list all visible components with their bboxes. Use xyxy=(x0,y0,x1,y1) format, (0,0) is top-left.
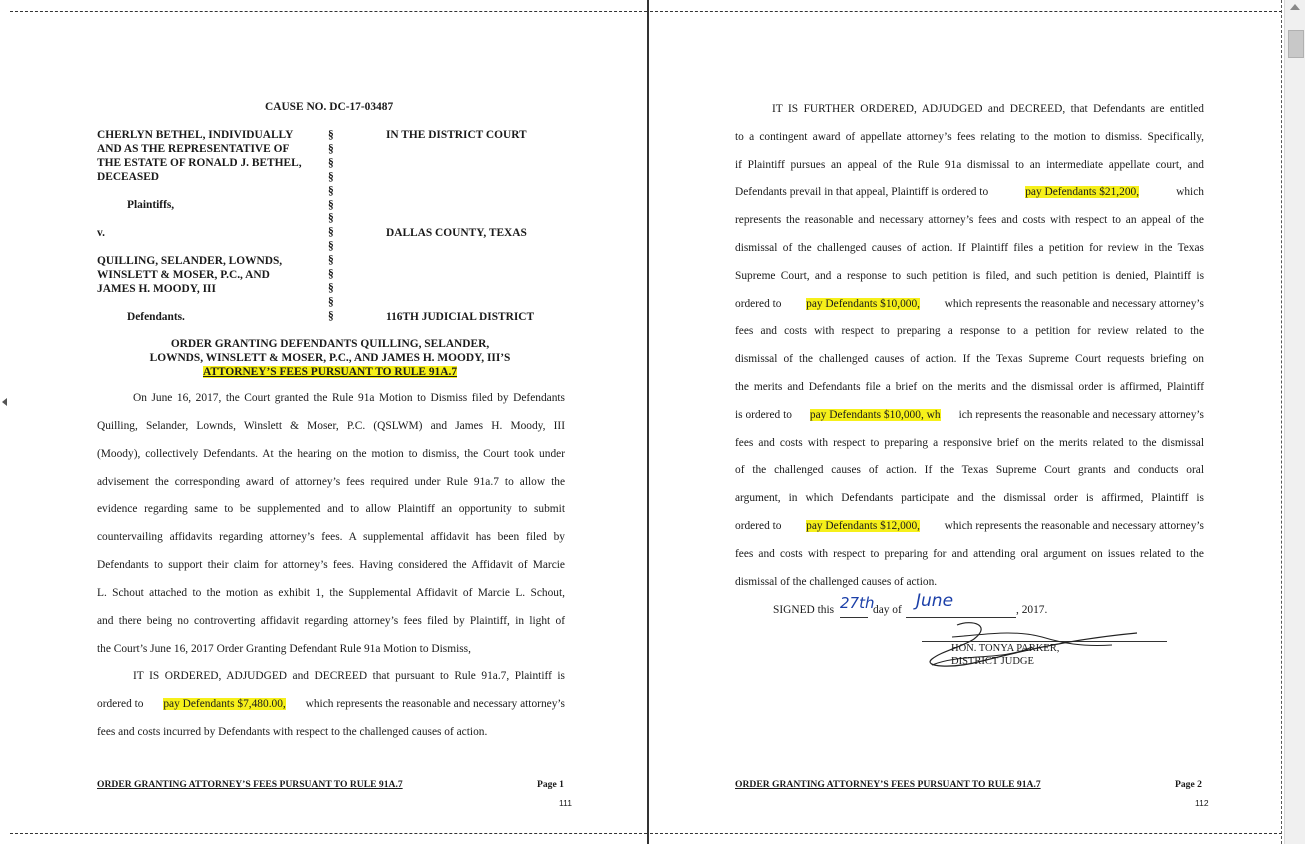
body-line: represents the reasonable and necessary attorney’s fees and costs with respect to an appeal of the xyxy=(735,214,1204,227)
page-bottom-border xyxy=(650,833,1282,834)
cause-number: CAUSE NO. DC-17-03487 xyxy=(265,101,394,113)
page-bottom-border xyxy=(10,833,647,834)
body-line: Defendants to support their claim for attorney’s fees. Having considered the Affidavit of Marcie xyxy=(97,559,565,571)
defendant-line: WINSLETT & MOSER, P.C., AND xyxy=(97,269,270,281)
body-line: to a contingent award of appellate attorney’s fees relating to the motion to dismiss. Specifically, xyxy=(735,130,1204,143)
plaintiff-line: CHERLYN BETHEL, INDIVIDUALLY xyxy=(97,129,294,141)
body-line: fees and costs with respect to preparing a responsive brief on the merits related to the dismissal xyxy=(735,436,1204,449)
court-name: IN THE DISTRICT COURT xyxy=(386,129,527,141)
handwritten-day: 27th xyxy=(840,594,875,612)
defendant-line: QUILLING, SELANDER, LOWNDS, xyxy=(97,255,283,267)
ordered-line: IT IS ORDERED, ADJUDGED and DECREED that pursuant to Rule 91a.7, Plaintiff is xyxy=(133,670,565,682)
footer-title: ORDER GRANTING ATTORNEY’S FEES PURSUANT TO RULE 91A.7 xyxy=(97,779,403,790)
body-line: and there being no controverting affidavit regarding attorney’s fees filed by Plaintiff, in light of xyxy=(97,615,565,627)
day-of-label: day of xyxy=(873,604,902,616)
body-line: evidence regarding same to be supplemented and to allow Plaintiff an opportunity to submit xyxy=(97,503,565,515)
county-name: DALLAS COUNTY, TEXAS xyxy=(386,227,527,239)
defendant-line: JAMES H. MOODY, III xyxy=(97,283,216,295)
ordered-line: fees and costs incurred by Defendants with respect to the challenged causes of action. xyxy=(97,726,488,738)
body-line: fees and costs with respect to preparing for and attending oral argument on issues related to the xyxy=(735,547,1204,560)
ordered-line-highlighted: ordered to pay Defendants $7,480.00, which represents the reasonable and necessary attorney’s xyxy=(97,698,565,710)
body-line-highlighted: ordered to pay Defendants $12,000, which represents the reasonable and necessary attorney’s xyxy=(735,520,1204,532)
scrollbar-thumb[interactable] xyxy=(1288,30,1304,58)
body-line: (Moody), collectively Defendants. At the hearing on the motion to dismiss, the Court took under xyxy=(97,448,565,460)
body-line: argument, in which Defendants participate and the dismissal order is affirmed, Plaintiff is xyxy=(735,492,1204,505)
body-line: fees and costs with respect to preparing a response to a petition for review related to the xyxy=(735,325,1204,338)
fee-amount-highlight: pay Defendants $21,200, xyxy=(1025,186,1140,199)
defendants-label: Defendants. xyxy=(127,311,185,323)
bates-number: 111 xyxy=(559,798,572,808)
body-line: advisement the corresponding award of attorney’s fees required under Rule 91a.7 to allow the xyxy=(97,476,565,488)
body-line-highlighted: Defendants prevail in that appeal, Plaintiff is ordered to pay Defendants $21,200, which xyxy=(735,186,1204,199)
body-line-highlighted: is ordered to pay Defendants $10,000, wh ich represents the reasonable and necessary attorney’s xyxy=(735,408,1204,421)
left-margin xyxy=(0,0,9,844)
signed-label: SIGNED this xyxy=(773,604,835,616)
body-line: if Plaintiff pursues an appeal of the Rule 91a dismissal to an intermediate appellate court, and xyxy=(735,158,1204,171)
page-top-border xyxy=(10,11,647,12)
day-blank xyxy=(840,617,868,618)
judicial-district: 116TH JUDICIAL DISTRICT xyxy=(386,311,535,323)
body-line: countervailing affidavits regarding attorney’s fees. A supplemental affidavit has been filed by xyxy=(97,531,565,543)
page-top-border xyxy=(650,11,1282,12)
page-2 xyxy=(650,0,1282,844)
page-divider xyxy=(647,0,649,844)
fee-amount-highlight: pay Defendants $10,000, wh xyxy=(809,408,941,421)
bates-number: 112 xyxy=(1195,798,1209,808)
body-line: L. Schout attached to the motion as exhibit 1, the Supplemental Affidavit of Marcie L. Schout, xyxy=(97,587,565,599)
body-line-highlighted: ordered to pay Defendants $10,000, which represents the reasonable and necessary attorney’s xyxy=(735,297,1204,310)
body-line: the Court’s June 16, 2017 Order Granting Defendant Rule 91a Motion to Dismiss, xyxy=(97,643,471,655)
plaintiff-line: DECEASED xyxy=(97,171,160,183)
body-line: Quilling, Selander, Lownds, Winslett & Moser, P.C. (QSLWM) and James H. Moody, III xyxy=(97,420,565,432)
fee-amount-highlight: pay Defendants $7,480.00, xyxy=(163,698,286,710)
body-line: dismissal of the challenged causes of action. If Plaintiff files a petition for review in the Texas xyxy=(735,242,1204,254)
page-right-border xyxy=(1281,0,1282,844)
body-line: On June 16, 2017, the Court granted the Rule 91a Motion to Dismiss filed by Defendants xyxy=(133,392,565,404)
judge-title: DISTRICT JUDGE xyxy=(951,656,1034,667)
body-line: the merits and Defendants file a brief on the merits and the dismissal order is affirmed, Plaintiff xyxy=(735,381,1204,393)
versus-label: v. xyxy=(97,227,105,239)
footer-page-number: Page 1 xyxy=(537,779,564,790)
section-symbol-column: § § § § § § § § § § § § § § xyxy=(328,129,334,322)
order-title-highlighted: ATTORNEY’S FEES PURSUANT TO RULE 91A.7 xyxy=(202,366,458,378)
collapse-arrow-icon[interactable] xyxy=(2,398,7,406)
fee-amount-highlight: pay Defendants $12,000, xyxy=(806,520,921,532)
plaintiff-line: THE ESTATE OF RONALD J. BETHEL, xyxy=(97,157,302,169)
body-line: IT IS FURTHER ORDERED, ADJUDGED and DECREED, that Defendants are entitled xyxy=(772,103,1204,115)
body-line: dismissal of the challenged causes of action. xyxy=(735,575,938,588)
order-title-line: LOWNDS, WINSLETT & MOSER, P.C., AND JAMES H. MOODY, III’S xyxy=(149,352,511,364)
order-title-line: ORDER GRANTING DEFENDANTS QUILLING, SELANDER, xyxy=(170,338,490,350)
plaintiffs-label: Plaintiffs, xyxy=(127,199,175,211)
scroll-up-arrow-icon[interactable] xyxy=(1290,4,1300,10)
plaintiff-line: AND AS THE REPRESENTATIVE OF xyxy=(97,143,290,155)
page-1 xyxy=(10,0,647,844)
year-label: , 2017. xyxy=(1016,604,1048,616)
body-line: of the challenged causes of action. If the Texas Supreme Court grants and conducts oral xyxy=(735,464,1204,477)
footer-page-number: Page 2 xyxy=(1175,779,1202,790)
footer-title: ORDER GRANTING ATTORNEY’S FEES PURSUANT TO RULE 91A.7 xyxy=(735,779,1041,790)
body-line: Supreme Court, and a response to such petition is filed, and such petition is denied, Plaintiff is xyxy=(735,269,1204,282)
body-line: dismissal of the challenged causes of action. If the Texas Supreme Court requests briefing on xyxy=(735,353,1204,366)
handwritten-month: June xyxy=(916,591,954,611)
judge-name: HON. TONYA PARKER, xyxy=(951,643,1060,654)
vertical-scrollbar[interactable] xyxy=(1284,0,1305,844)
fee-amount-highlight: pay Defendants $10,000, xyxy=(806,297,921,310)
